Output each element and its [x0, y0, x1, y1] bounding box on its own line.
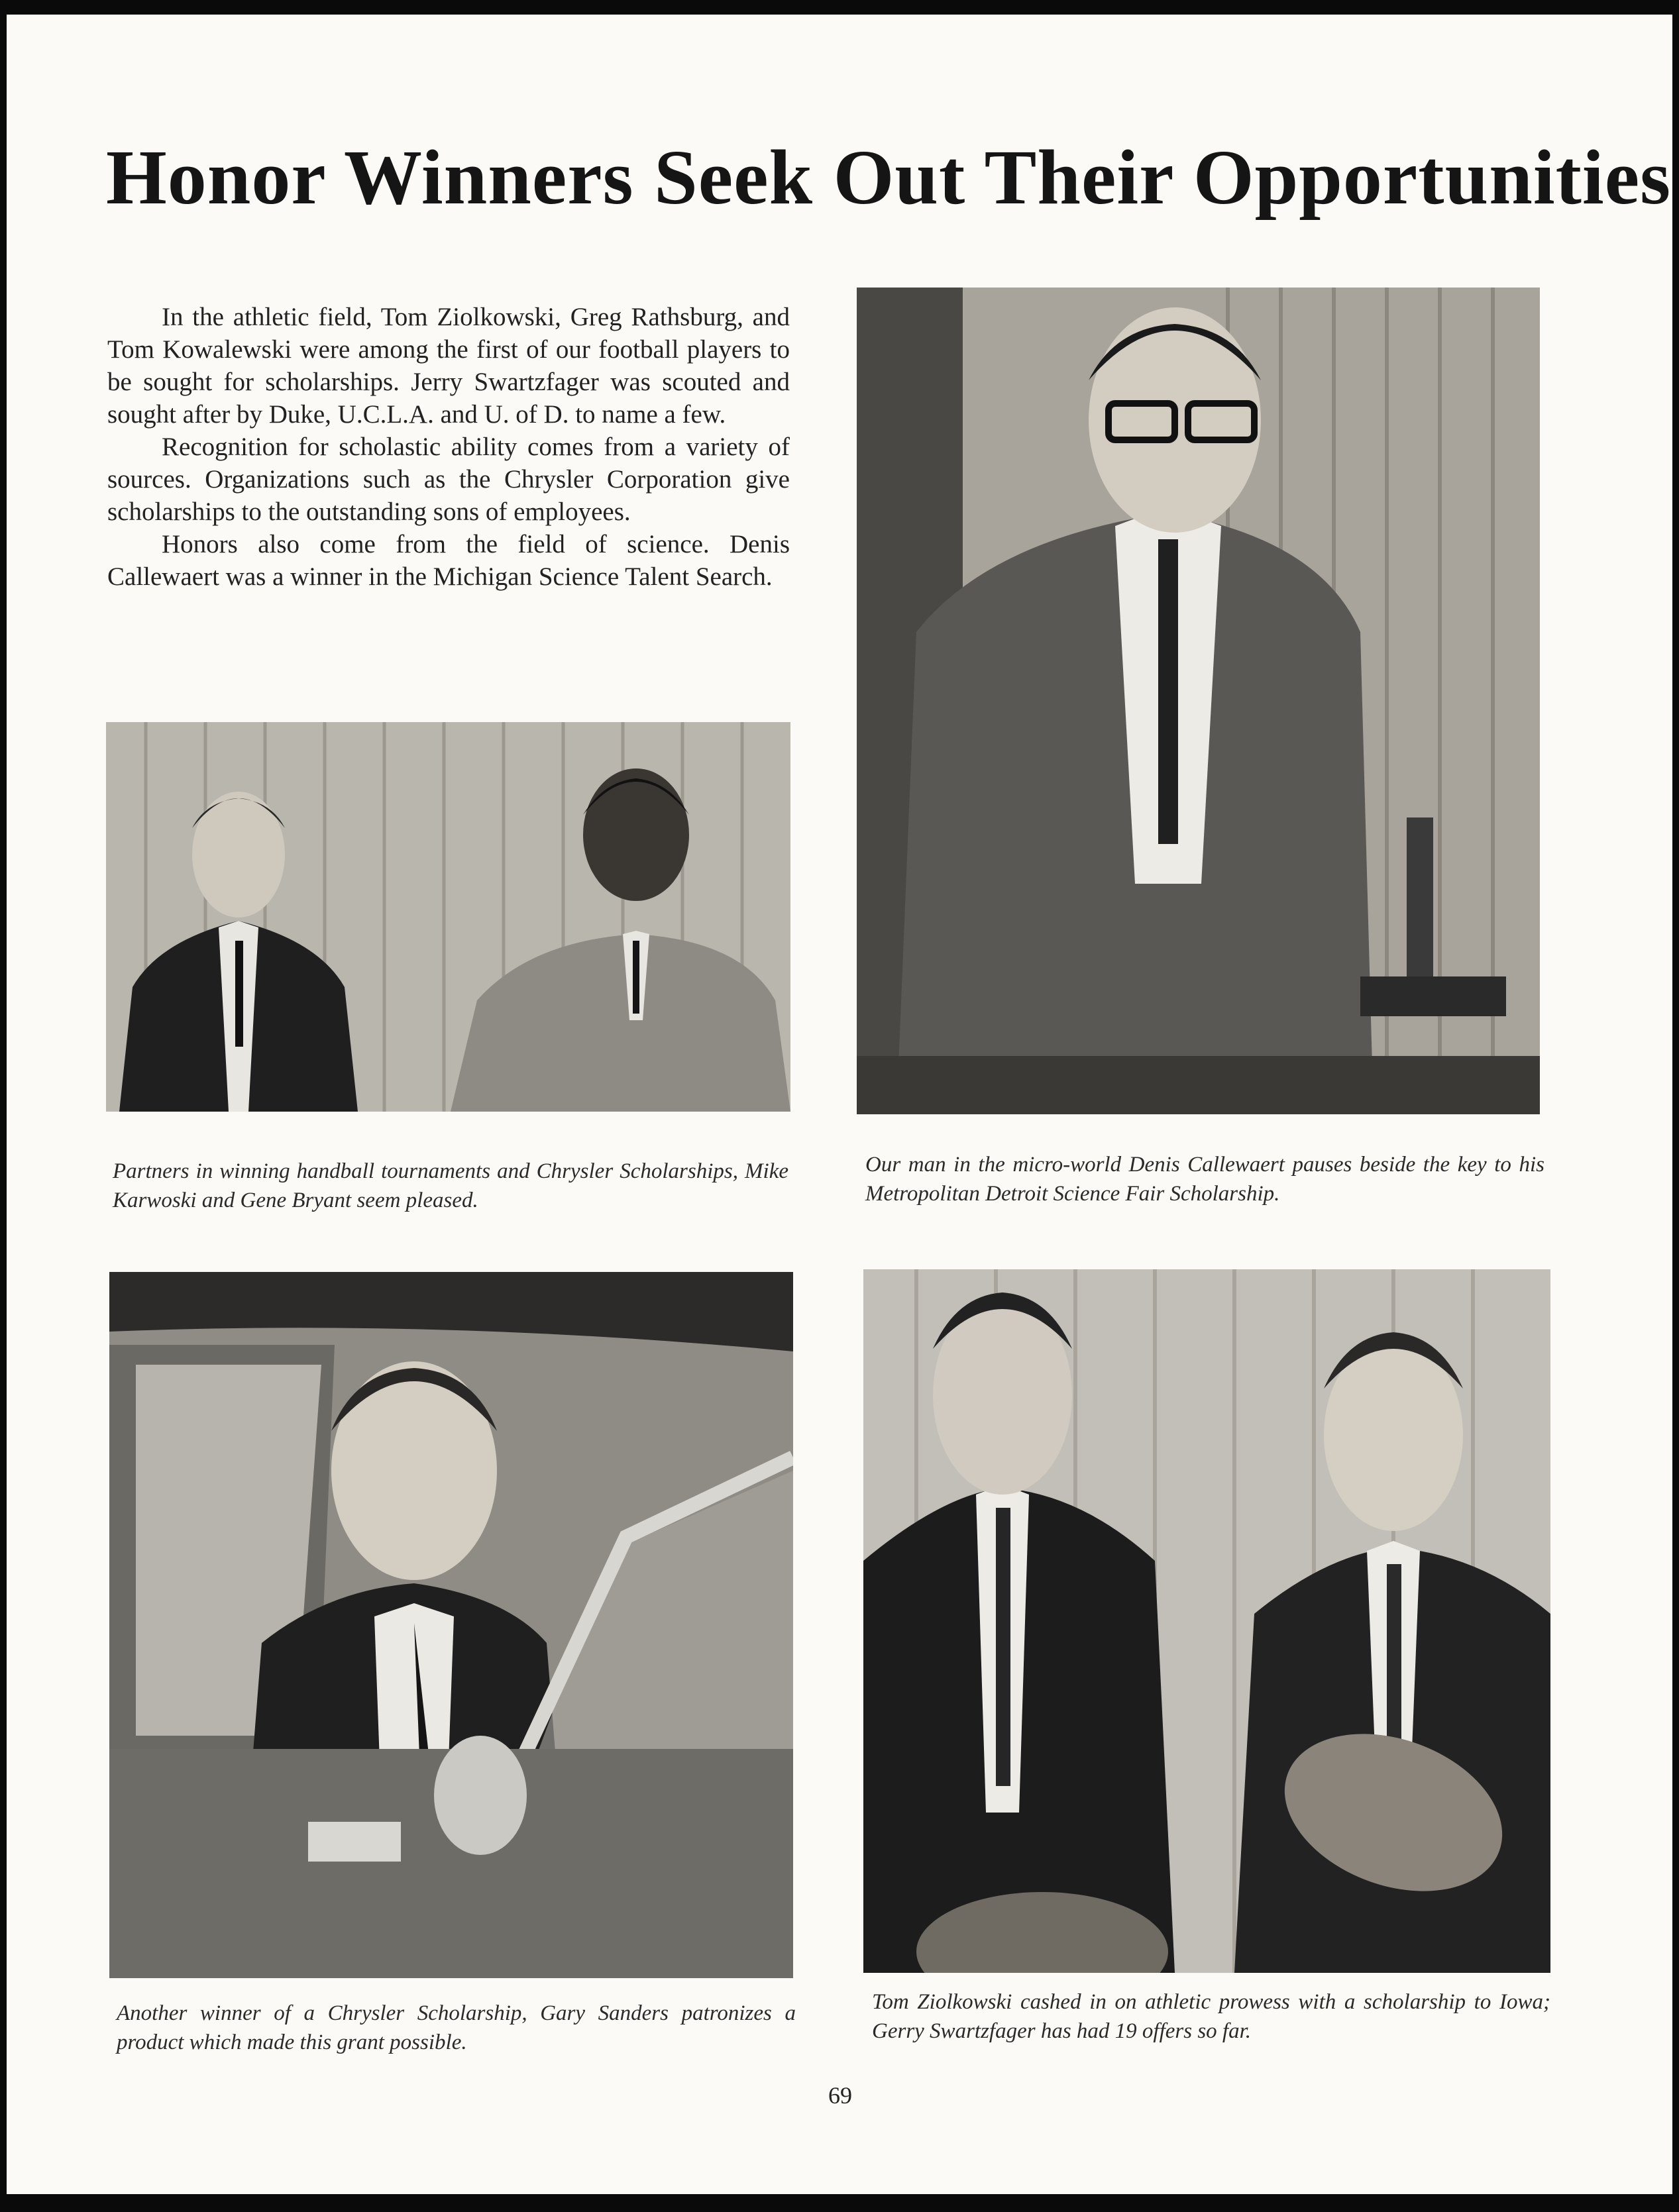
- caption-football-players: [872, 1987, 1550, 2046]
- caption-text: Tom Ziolkowski cashed in on athletic prowess with a scholarship to Iowa; Gerry Swartzfager has had 19 offers so far.: [872, 1990, 1550, 2043]
- intro-paragraph-science: Honors also come from the field of science. Denis Callewaert was a winner in the Michigan Science Talent Search.: [107, 530, 790, 591]
- caption-car-winner: [117, 1999, 796, 2057]
- caption-science-winner: [865, 1150, 1544, 1208]
- photo-science-winner: [857, 288, 1540, 1114]
- photo-football-players: [863, 1269, 1550, 1973]
- caption-text: Our man in the micro-world Denis Callewaert pauses beside the key to his Metropolitan Detroit Science Fair Scholarship.: [865, 1153, 1544, 1206]
- caption-handball-partners: [113, 1157, 788, 1215]
- page-title: Honor Winners Seek Out Their Opportunities: [106, 134, 1672, 221]
- intro-paragraph-athletics: In the athletic field, Tom Ziolkowski, Greg Rathsburg, and Tom Kowalewski were among the first of our football players to be sought for scholarships. Jerry Swartzfager was scouted and sought after by Duke, U.C.L.A. and U. of D. to name a few.: [107, 303, 790, 429]
- page-number: 69: [828, 2082, 852, 2109]
- yearbook-page: [7, 15, 1672, 2194]
- intro-text: [107, 301, 790, 593]
- caption-text: Partners in winning handball tournaments and Chrysler Scholarships, Mike Karwoski and Gene Bryant seem pleased.: [113, 1159, 788, 1212]
- photo-car-winner: [109, 1272, 793, 1978]
- photo-handball-partners: [106, 722, 790, 1112]
- intro-paragraph-scholastic: Recognition for scholastic ability comes from a variety of sources. Organizations such as the Chrysler Corporation give scholarships to the outstanding sons of employees.: [107, 433, 790, 526]
- caption-text: Another winner of a Chrysler Scholarship, Gary Sanders patronizes a product which made this grant possible.: [117, 2001, 796, 2054]
